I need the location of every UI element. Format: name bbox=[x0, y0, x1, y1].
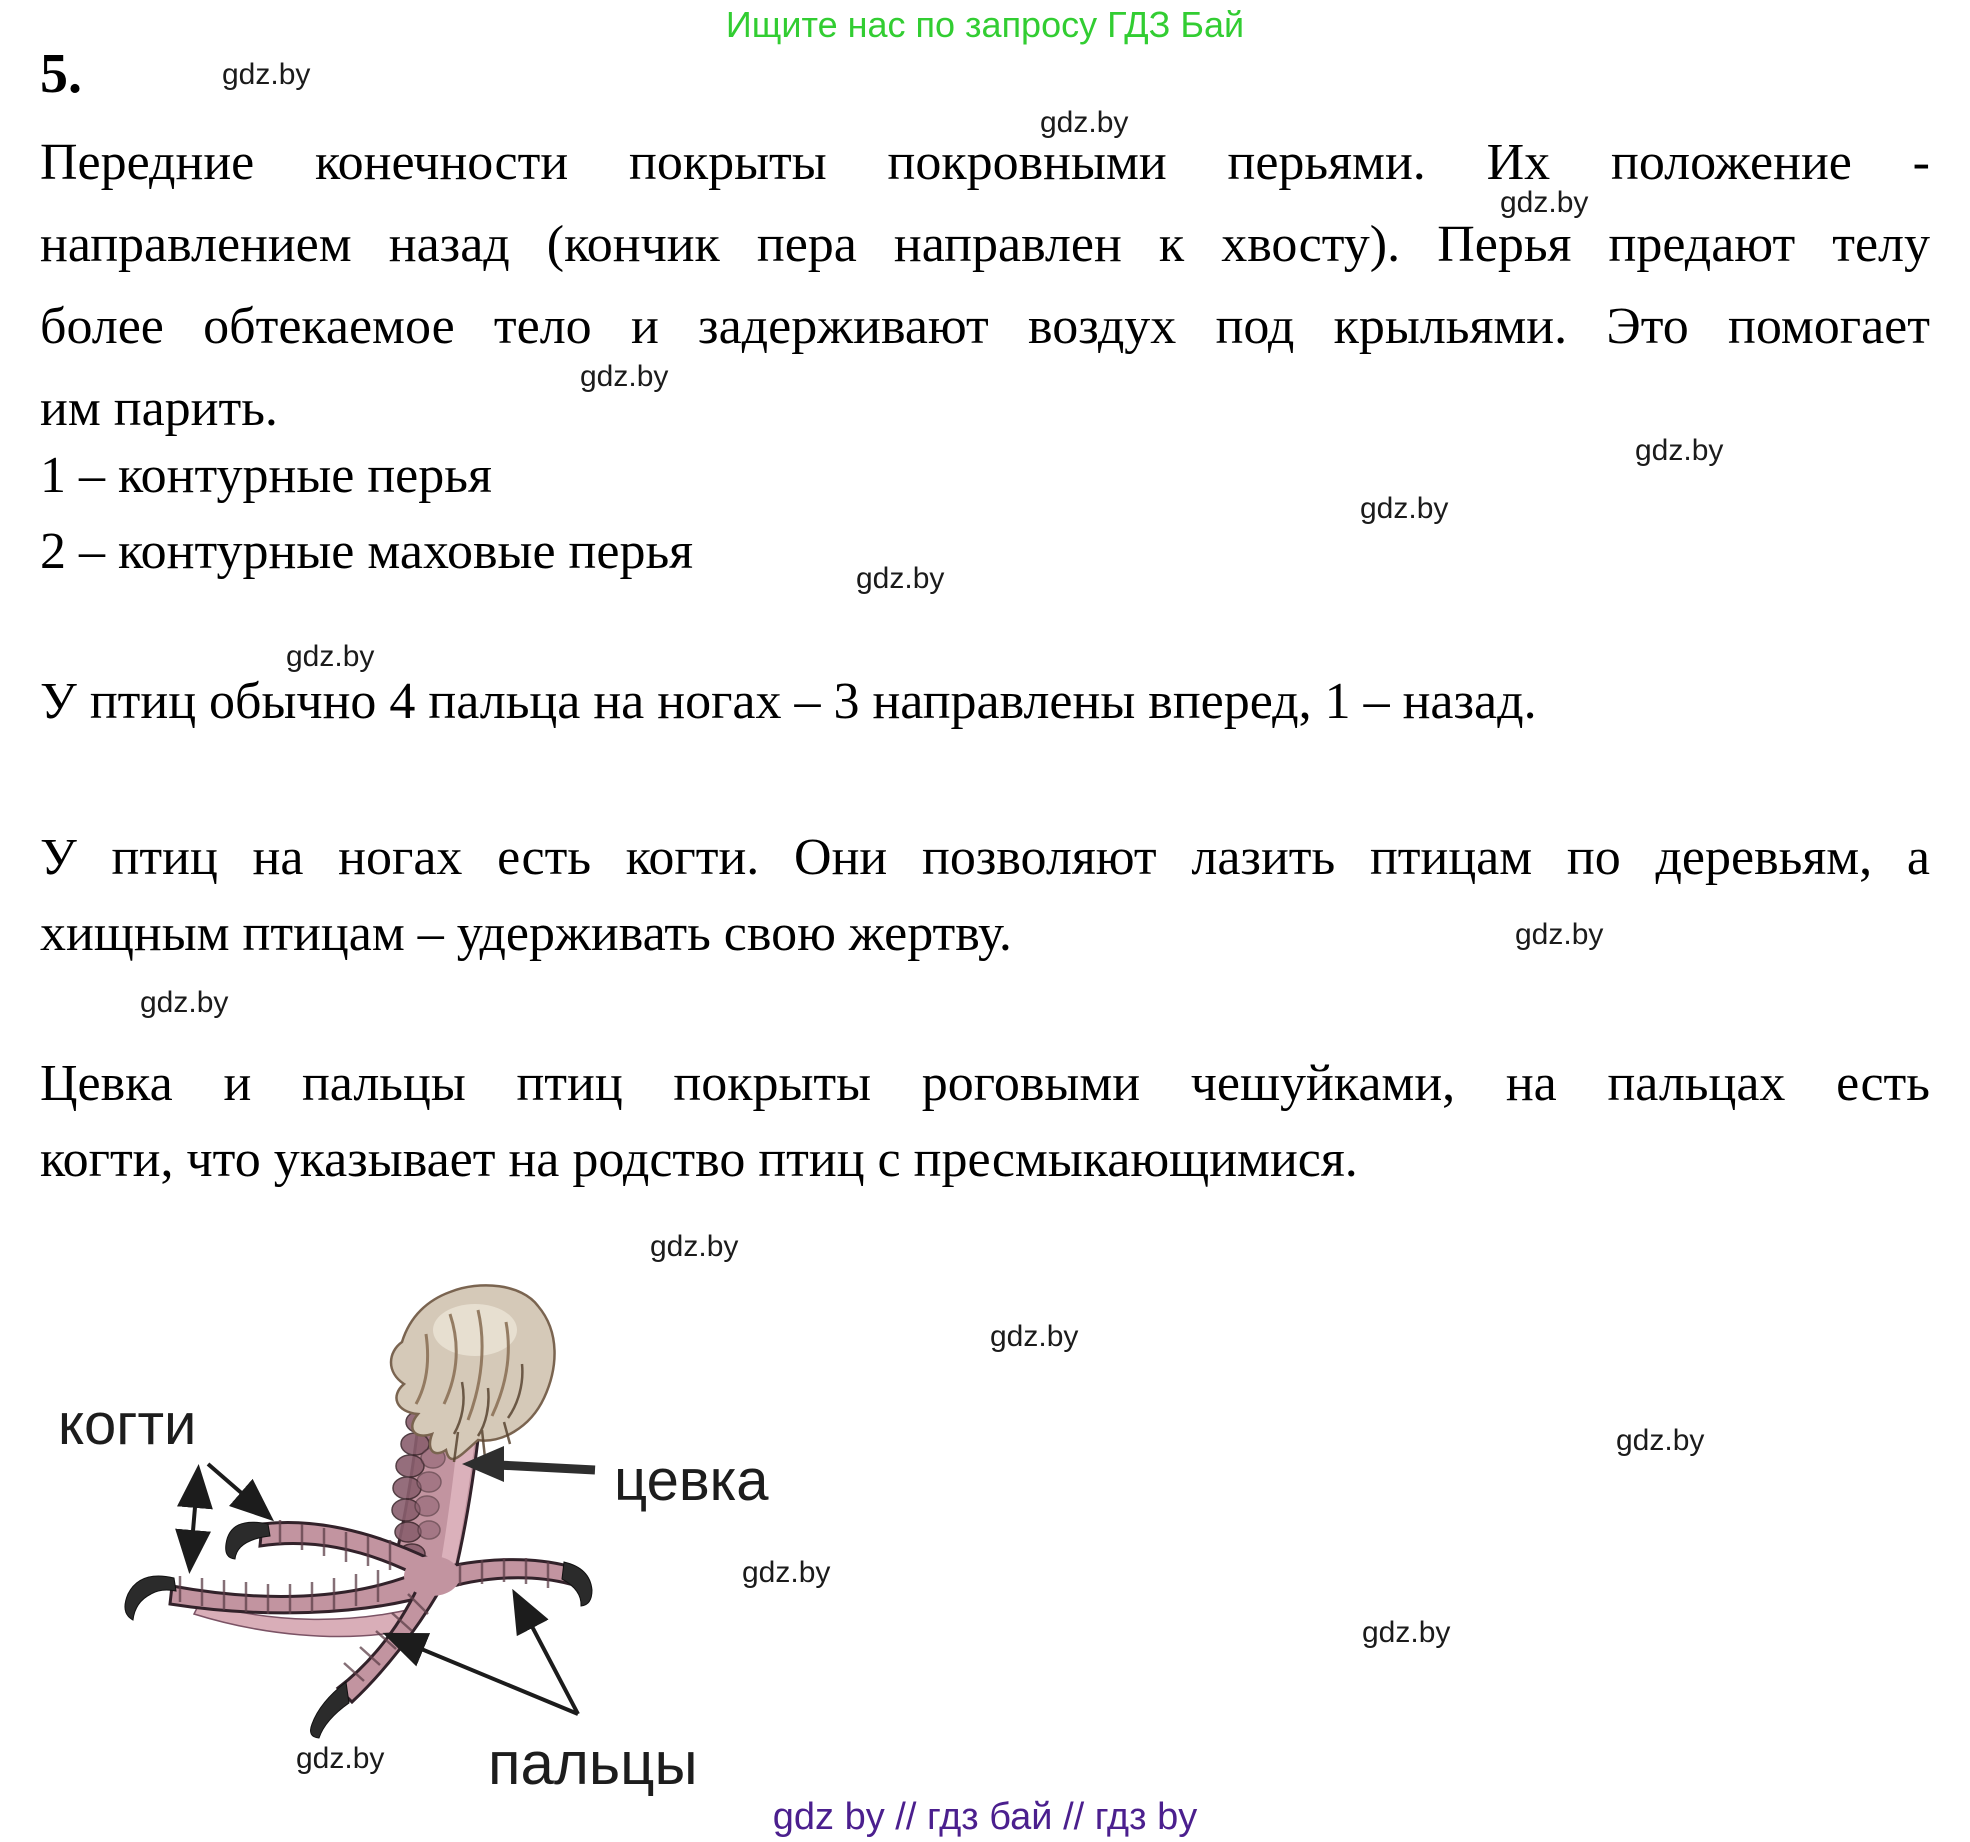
tarsus-arrow-line bbox=[498, 1465, 595, 1470]
toes-arrow-front bbox=[390, 1636, 578, 1714]
text-line: У птиц на ногах есть когти. Они позволяют лазить птицам по деревьям, а bbox=[40, 829, 1930, 886]
gdz-watermark: gdz.by bbox=[286, 640, 375, 673]
text-line: им парить. bbox=[40, 380, 278, 437]
gdz-watermark: gdz.by bbox=[990, 1320, 1079, 1353]
gdz-watermark: gdz.by bbox=[1635, 434, 1724, 467]
claw-left bbox=[125, 1576, 176, 1620]
gdz-watermark: gdz.by bbox=[650, 1230, 739, 1263]
claws-arrow-lower bbox=[190, 1472, 198, 1566]
gdz-watermark: gdz.by bbox=[1616, 1424, 1705, 1457]
paragraph-toes bbox=[40, 664, 1930, 740]
paragraph-tarsus bbox=[40, 1046, 1930, 1198]
gdz-watermark: gdz.by bbox=[1500, 186, 1589, 219]
toe-left bbox=[170, 1570, 434, 1613]
gdz-watermark: gdz.by bbox=[742, 1556, 831, 1589]
text-line: направлением назад (кончик пера направлен к хвосту). Перья предают телу bbox=[40, 216, 1930, 273]
text-line: более обтекаемое тело и задерживают воздух под крыльями. Это помогает bbox=[40, 298, 1930, 355]
diagram-label-claws: когти bbox=[58, 1392, 197, 1457]
text-line: хищным птицам – удерживать свою жертву. bbox=[40, 905, 1012, 962]
text-line: Передние конечности покрыты покровными перьями. Их положение - bbox=[40, 134, 1930, 191]
diagram-label-toes: пальцы bbox=[488, 1730, 698, 1797]
gdz-watermark: gdz.by bbox=[580, 360, 669, 393]
toes-arrow-right bbox=[516, 1596, 578, 1714]
footer-links[interactable]: gdz by // гдз бай // гдз by bbox=[772, 1796, 1198, 1838]
gdz-watermark: gdz.by bbox=[1515, 918, 1604, 951]
gdz-watermark: gdz.by bbox=[296, 1742, 385, 1775]
gdz-watermark: gdz.by bbox=[1040, 106, 1129, 139]
text-line: Цевка и пальцы птиц покрыты роговыми чешуйками, на пальцах есть bbox=[40, 1055, 1930, 1112]
text-line: когти, что указывает на родство птиц с пресмыкающимися. bbox=[40, 1131, 1358, 1188]
gdz-watermark: gdz.by bbox=[140, 986, 229, 1019]
claws-arrow-upper bbox=[208, 1464, 268, 1516]
text-line: У птиц обычно 4 пальца на ногах – 3 направлены вперед, 1 – назад. bbox=[40, 673, 1537, 730]
list-item: 1 – контурные перья bbox=[40, 447, 492, 504]
gdz-watermark: gdz.by bbox=[856, 562, 945, 595]
gdz-watermark: gdz.by bbox=[1362, 1616, 1451, 1649]
promo-banner: Ищите нас по запросу ГДЗ Бай bbox=[725, 4, 1245, 45]
paragraph-claws bbox=[40, 820, 1930, 972]
gdz-watermark: gdz.by bbox=[1360, 492, 1449, 525]
gdz-watermark: gdz.by bbox=[222, 58, 311, 91]
bird-foot-illustration bbox=[30, 1272, 790, 1832]
claw-front bbox=[311, 1682, 349, 1738]
diagram-label-tarsus: цевка bbox=[614, 1448, 769, 1513]
task-number: 5. bbox=[40, 43, 82, 105]
paragraph-feathers bbox=[40, 122, 1930, 450]
list-item: 2 – контурные маховые перья bbox=[40, 523, 694, 580]
